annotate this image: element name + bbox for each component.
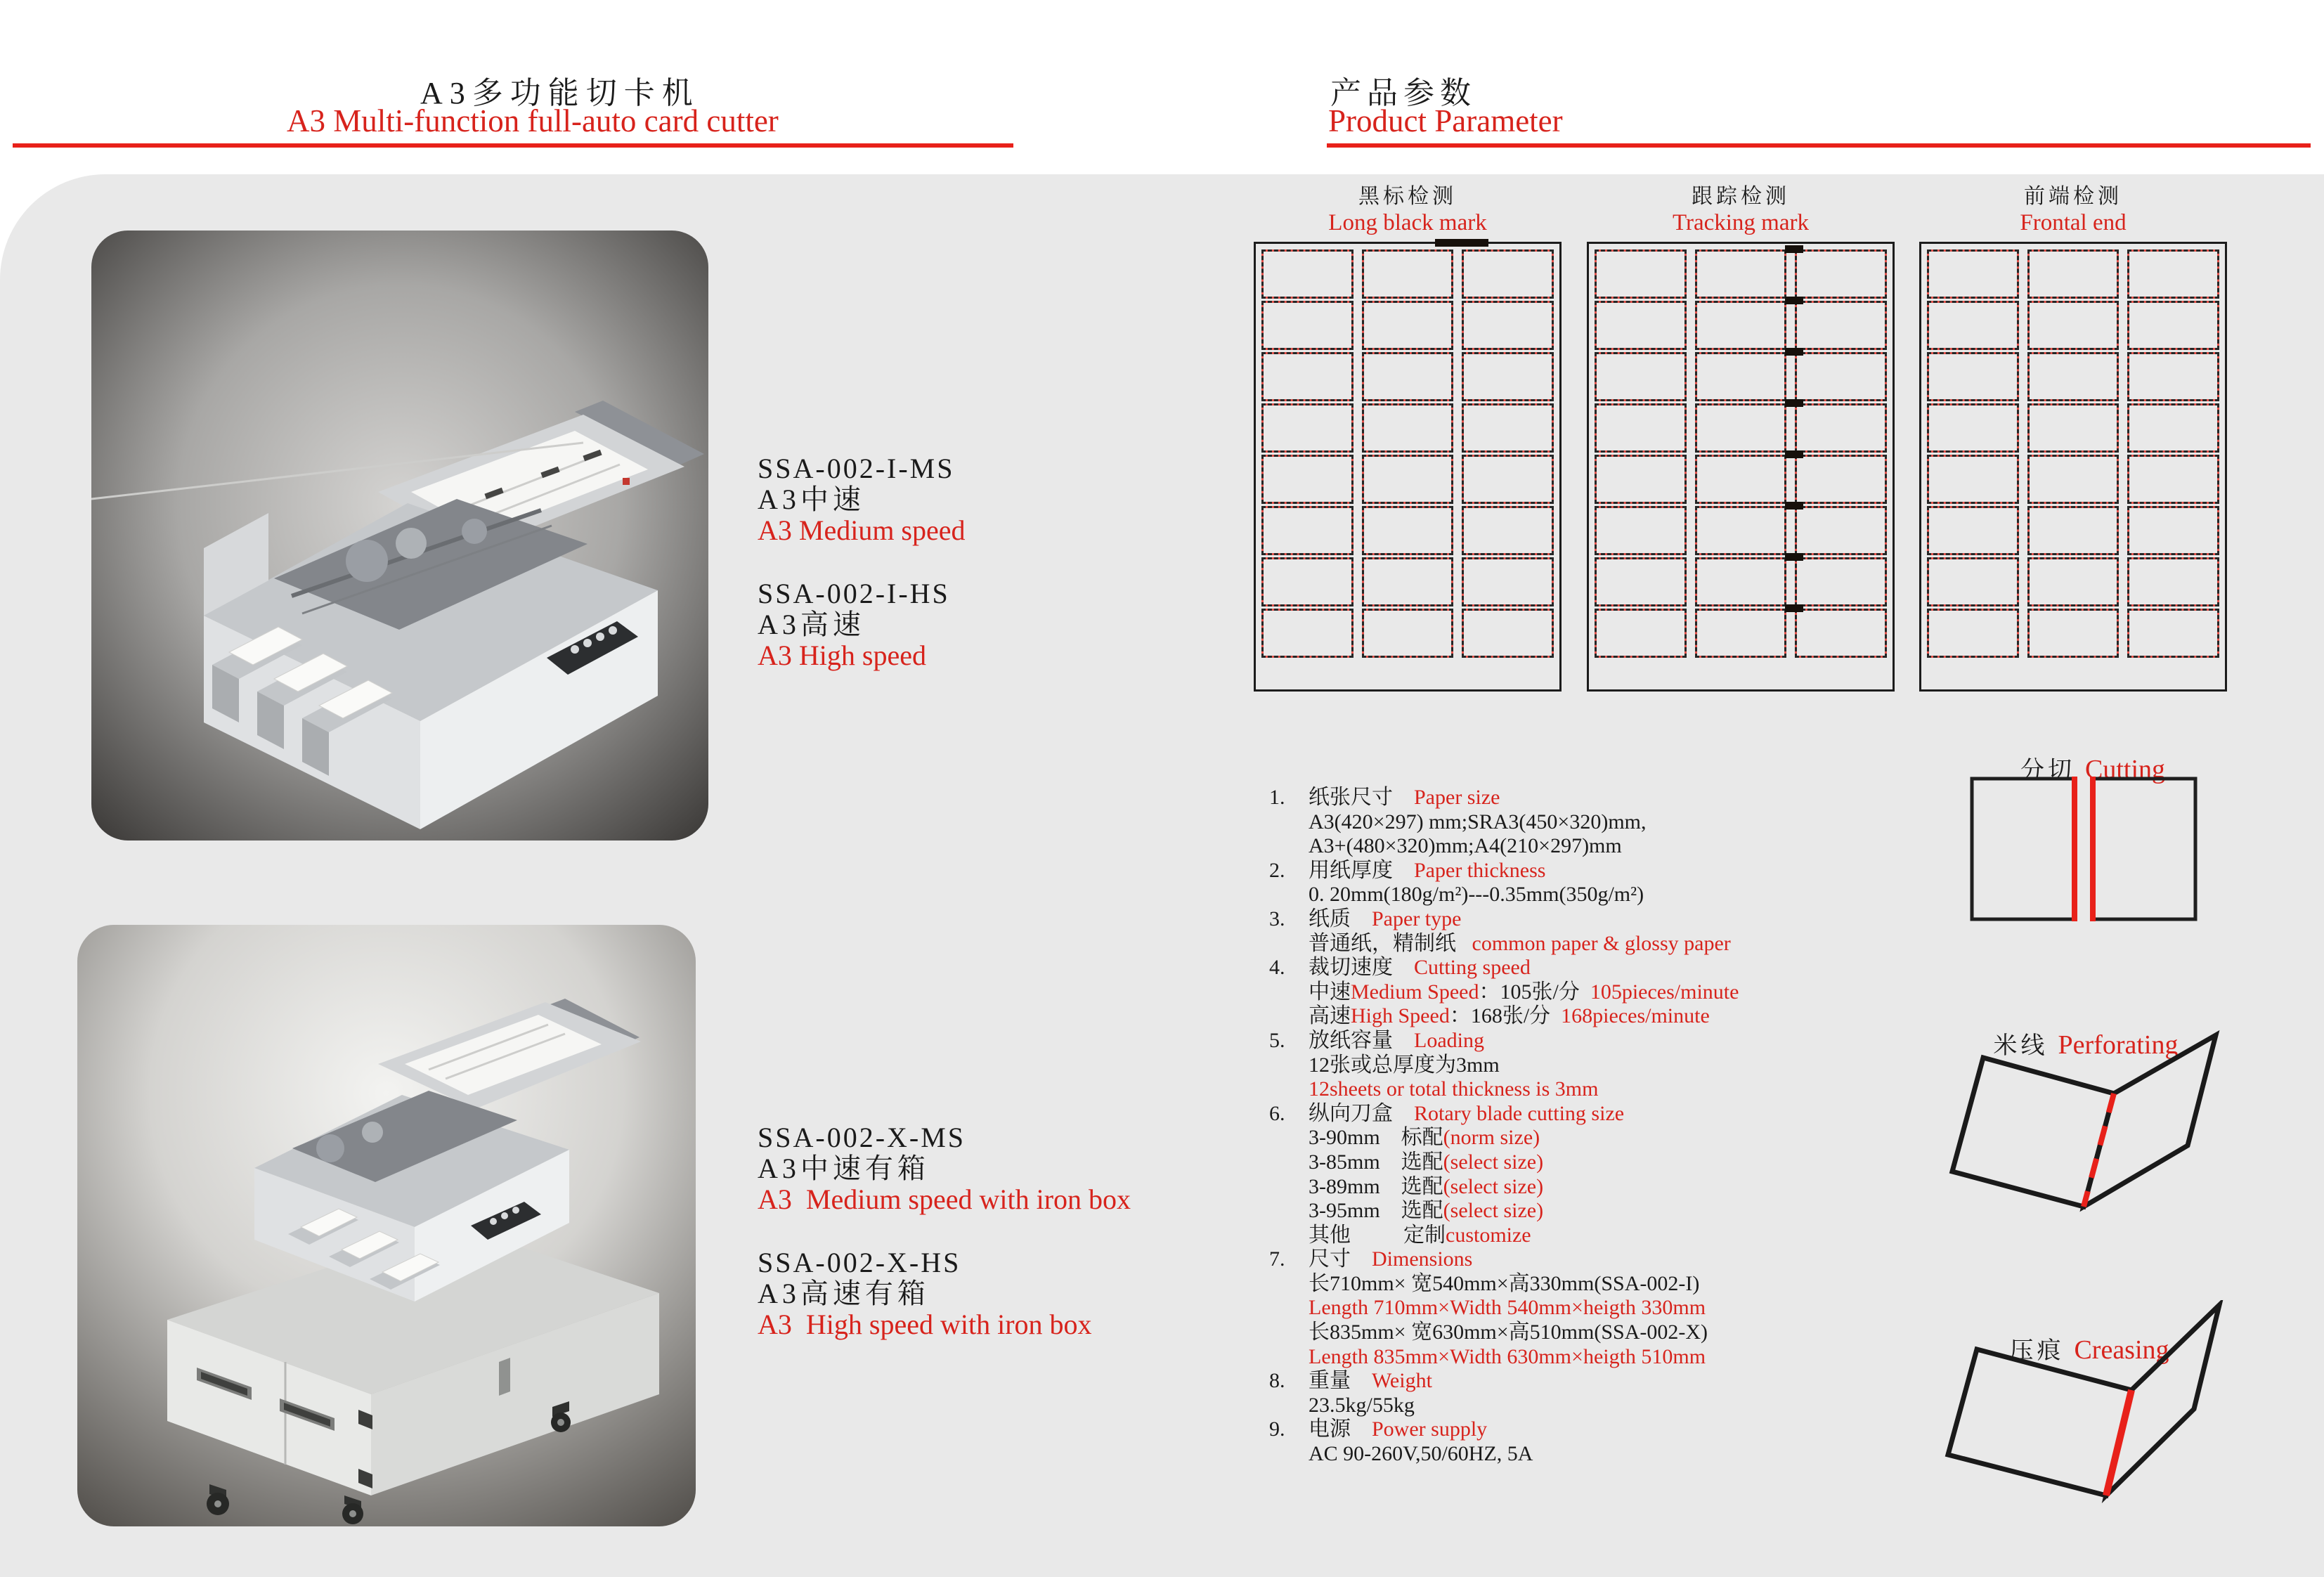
spec-value-line bbox=[1309, 810, 1829, 835]
spec-value-line bbox=[1309, 932, 1829, 956]
model-code: SSA-002-I-HS bbox=[758, 578, 950, 609]
card-dash-outline bbox=[1261, 455, 1353, 504]
card-dash-outline bbox=[1695, 403, 1787, 453]
spec-value-segment: 0. 20mm(180g/m²)---0.35mm(350g/m²) bbox=[1309, 883, 1644, 907]
card-cell bbox=[2127, 403, 2219, 453]
left-title-en: A3 Multi-function full-auto card cutter bbox=[287, 103, 779, 138]
card-dash-outline bbox=[2027, 455, 2119, 504]
card-cell bbox=[1695, 403, 1787, 453]
card-cell bbox=[2027, 301, 2119, 350]
card-dash-outline bbox=[1795, 455, 1887, 504]
card-dash-outline bbox=[2127, 506, 2219, 555]
perforating-label-zh: 米线 bbox=[1993, 1033, 2049, 1059]
card-dash-outline bbox=[1462, 609, 1554, 658]
card-dash-outline bbox=[1362, 557, 1454, 606]
card-dash-outline bbox=[2127, 403, 2219, 453]
spec-title-zh: 纸质 bbox=[1309, 907, 1351, 930]
card-dash-outline bbox=[1927, 249, 2019, 299]
spec-item-header bbox=[1269, 907, 1829, 932]
model-name-en: A3 High speed with iron box bbox=[758, 1309, 1092, 1340]
card-cell bbox=[1362, 506, 1454, 555]
card-cell bbox=[1927, 403, 2019, 453]
spec-title-zh: 尺寸 bbox=[1309, 1247, 1351, 1271]
card-dash-outline bbox=[1595, 403, 1687, 453]
model-list-standalone bbox=[758, 453, 966, 671]
card-dash-outline bbox=[1462, 506, 1554, 555]
spec-item-number: 4. bbox=[1269, 956, 1285, 980]
spec-item-number: 9. bbox=[1269, 1417, 1285, 1441]
card-dash-outline bbox=[1362, 455, 1454, 504]
sheet-label-zh: 跟踪检测 bbox=[1692, 185, 1790, 208]
card-cell bbox=[1462, 403, 1554, 453]
card-cell bbox=[1927, 352, 2019, 401]
card-cell bbox=[1261, 249, 1353, 299]
card-dash-outline bbox=[1595, 609, 1687, 658]
card-cell bbox=[1261, 609, 1353, 658]
spec-item-number: 2. bbox=[1269, 858, 1285, 882]
card-dash-outline bbox=[1795, 301, 1887, 350]
spec-value-segment: 168pieces/minute bbox=[1561, 1004, 1710, 1028]
spec-value-line bbox=[1309, 1442, 1829, 1467]
card-cell bbox=[1595, 403, 1687, 453]
spec-item-header bbox=[1269, 1247, 1829, 1272]
card-cell bbox=[1462, 506, 1554, 555]
card-dash-outline bbox=[1695, 557, 1787, 606]
card-dash-outline bbox=[1595, 557, 1687, 606]
spec-value-segment: ：105张/分 bbox=[1479, 980, 1590, 1004]
card-dash-outline bbox=[2127, 557, 2219, 606]
card-cell bbox=[1695, 301, 1787, 350]
card-dash-outline bbox=[1927, 506, 2019, 555]
card-dash-outline bbox=[2027, 301, 2119, 350]
spec-item-header bbox=[1269, 1417, 1829, 1442]
spec-value-line bbox=[1309, 834, 1829, 859]
card-cell bbox=[2127, 301, 2219, 350]
card-cell bbox=[1261, 557, 1353, 606]
card-dash-outline bbox=[1462, 249, 1554, 299]
card-dash-outline bbox=[1795, 403, 1887, 453]
spec-value-segment: 中速 bbox=[1309, 980, 1351, 1004]
card-cell bbox=[2127, 506, 2219, 555]
card-dash-outline bbox=[1462, 455, 1554, 504]
card-cell bbox=[1927, 506, 2019, 555]
tracking-mark bbox=[1785, 502, 1803, 510]
spec-value-segment: 3-89mm 选配 bbox=[1309, 1174, 1443, 1198]
card-cell bbox=[1595, 455, 1687, 504]
card-dash-outline bbox=[1927, 403, 2019, 453]
card-dash-outline bbox=[1362, 609, 1454, 658]
card-cell bbox=[1795, 455, 1887, 504]
spec-title-en: Loading bbox=[1414, 1028, 1484, 1052]
spec-item-number: 5. bbox=[1269, 1028, 1285, 1052]
card-cell bbox=[1695, 609, 1787, 658]
card-cell bbox=[1362, 609, 1454, 658]
card-cell bbox=[1362, 403, 1454, 453]
right-title-zh: 产品参数 bbox=[1330, 76, 1476, 110]
spec-list bbox=[1269, 786, 1829, 1467]
card-cell bbox=[1595, 249, 1687, 299]
spec-value-segment: (select size) bbox=[1443, 1150, 1544, 1174]
card-cell bbox=[1795, 609, 1887, 658]
spec-value-line bbox=[1309, 883, 1829, 907]
card-cell bbox=[1795, 352, 1887, 401]
card-dash-outline bbox=[1595, 506, 1687, 555]
card-dash-outline bbox=[2027, 403, 2119, 453]
spec-item-number: 3. bbox=[1269, 907, 1285, 930]
card-cell bbox=[1462, 609, 1554, 658]
spec-value-line bbox=[1309, 1053, 1829, 1078]
model-name-en: A3 Medium speed with iron box bbox=[758, 1183, 1131, 1215]
card-cell bbox=[1927, 301, 2019, 350]
card-dash-outline bbox=[1927, 609, 2019, 658]
card-cell bbox=[1362, 301, 1454, 350]
card-cell bbox=[1362, 352, 1454, 401]
card-dash-outline bbox=[1261, 506, 1353, 555]
model-list-iron-box bbox=[758, 1122, 1131, 1340]
card-dash-outline bbox=[2127, 301, 2219, 350]
creasing-diagram bbox=[1929, 1300, 2238, 1511]
card-cell bbox=[1795, 557, 1887, 606]
card-cell bbox=[2027, 609, 2119, 658]
card-dash-outline bbox=[1695, 455, 1787, 504]
card-cell bbox=[2127, 609, 2219, 658]
sheet-label bbox=[1254, 184, 1562, 236]
card-dash-outline bbox=[1261, 403, 1353, 453]
model-entry bbox=[758, 578, 966, 671]
card-cell bbox=[1927, 455, 2019, 504]
model-code: SSA-002-I-MS bbox=[758, 453, 955, 484]
spec-value-segment: 普通纸，精制纸 bbox=[1309, 931, 1472, 955]
spec-title-en: Paper size bbox=[1414, 786, 1500, 809]
card-cell bbox=[1261, 403, 1353, 453]
tracking-mark bbox=[1785, 604, 1803, 612]
tracking-mark bbox=[1785, 399, 1803, 407]
card-cell bbox=[2027, 557, 2119, 606]
spec-title-en: Rotary blade cutting size bbox=[1414, 1101, 1625, 1125]
card-dash-outline bbox=[1362, 506, 1454, 555]
spec-title-zh: 放纸容量 bbox=[1309, 1028, 1393, 1052]
card-cell bbox=[2027, 352, 2119, 401]
tracking-mark bbox=[1785, 297, 1803, 304]
spec-value-segment: 12sheets or total thickness is 3mm bbox=[1309, 1077, 1599, 1101]
spec-value-line bbox=[1309, 1175, 1829, 1200]
card-dash-outline bbox=[1362, 301, 1454, 350]
card-dash-outline bbox=[1462, 301, 1554, 350]
spec-value-line bbox=[1309, 1150, 1829, 1175]
sheet-label-zh: 前端检测 bbox=[2024, 185, 2122, 208]
card-dash-outline bbox=[2027, 352, 2119, 401]
card-cell bbox=[1462, 301, 1554, 350]
model-name-zh: A3中速 bbox=[758, 484, 865, 515]
card-cell bbox=[1595, 557, 1687, 606]
card-dash-outline bbox=[2027, 609, 2119, 658]
card-dash-outline bbox=[1695, 301, 1787, 350]
card-dash-outline bbox=[1795, 506, 1887, 555]
spec-item-header bbox=[1269, 1369, 1829, 1394]
card-sheet-diagram bbox=[1254, 242, 1562, 692]
card-dash-outline bbox=[1462, 557, 1554, 606]
spec-item-header bbox=[1269, 786, 1829, 810]
spec-title-zh: 重量 bbox=[1309, 1369, 1351, 1393]
card-dash-outline bbox=[1695, 352, 1787, 401]
spec-item-number: 1. bbox=[1269, 786, 1285, 809]
spec-title-en: Paper thickness bbox=[1414, 858, 1546, 882]
spec-title-zh: 裁切速度 bbox=[1309, 956, 1393, 980]
card-cell bbox=[1462, 249, 1554, 299]
spec-title-zh: 纵向刀盒 bbox=[1309, 1101, 1393, 1125]
spec-title-en: Weight bbox=[1372, 1369, 1432, 1393]
spec-value-segment: 3-90mm 标配 bbox=[1309, 1126, 1443, 1150]
card-cell bbox=[1362, 557, 1454, 606]
card-dash-outline bbox=[2127, 609, 2219, 658]
card-cell bbox=[1261, 455, 1353, 504]
cutting-label-en: Cutting bbox=[2084, 755, 2166, 784]
card-dash-outline bbox=[1927, 455, 2019, 504]
card-dash-outline bbox=[1795, 557, 1887, 606]
card-cell bbox=[1795, 249, 1887, 299]
card-cell bbox=[1795, 403, 1887, 453]
card-dash-outline bbox=[1795, 609, 1887, 658]
model-name-zh: A3高速有箱 bbox=[758, 1278, 930, 1309]
card-dash-outline bbox=[1462, 403, 1554, 453]
sheet-label bbox=[1919, 184, 2227, 236]
card-cell bbox=[1595, 506, 1687, 555]
card-dash-outline bbox=[1695, 609, 1787, 658]
spec-value-segment: A3(420×297) mm;SRA3(450×320)mm, bbox=[1309, 810, 1647, 833]
spec-item-header bbox=[1269, 1101, 1829, 1127]
card-dash-outline bbox=[1261, 301, 1353, 350]
card-cell bbox=[1261, 301, 1353, 350]
spec-item-number: 8. bbox=[1269, 1369, 1285, 1393]
card-cell bbox=[1595, 609, 1687, 658]
tracking-mark bbox=[1785, 348, 1803, 356]
spec-value-line bbox=[1309, 1296, 1829, 1320]
card-dash-outline bbox=[1261, 609, 1353, 658]
card-dash-outline bbox=[2127, 352, 2219, 401]
card-dash-outline bbox=[2027, 557, 2119, 606]
spec-title-zh: 用纸厚度 bbox=[1309, 858, 1393, 882]
card-dash-outline bbox=[1695, 506, 1787, 555]
card-cell bbox=[1261, 352, 1353, 401]
card-cell bbox=[2127, 249, 2219, 299]
spec-title-en: Cutting speed bbox=[1414, 956, 1531, 980]
spec-value-segment: Length 835mm×Width 630mm×heigth 510mm bbox=[1309, 1344, 1706, 1368]
card-cell bbox=[1695, 506, 1787, 555]
spec-item-number: 7. bbox=[1269, 1247, 1285, 1271]
card-cell bbox=[1362, 249, 1454, 299]
card-cell bbox=[1462, 352, 1554, 401]
spec-value-segment: (select size) bbox=[1443, 1199, 1544, 1223]
card-cell bbox=[1927, 609, 2019, 658]
model-name-en: A3 High speed bbox=[758, 640, 926, 671]
tracking-mark bbox=[1785, 450, 1803, 458]
spec-value-segment: 长710mm× 宽540mm×高330mm(SSA-002-I) bbox=[1309, 1271, 1700, 1295]
spec-value-segment: 23.5kg/55kg bbox=[1309, 1393, 1415, 1417]
spec-value-line bbox=[1309, 1077, 1829, 1102]
spec-title-zh: 纸张尺寸 bbox=[1309, 786, 1393, 809]
spec-value-line bbox=[1309, 1004, 1829, 1029]
card-dash-outline bbox=[1695, 249, 1787, 299]
spec-item-header bbox=[1269, 956, 1829, 980]
spec-value-segment: (select size) bbox=[1443, 1174, 1544, 1198]
card-cell bbox=[1261, 506, 1353, 555]
spec-value-line bbox=[1309, 1224, 1829, 1248]
sheet-label-en: Frontal end bbox=[2020, 210, 2127, 235]
spec-value-segment: (norm size) bbox=[1443, 1126, 1540, 1150]
spec-value-segment: AC 90-260V,50/60HZ, 5A bbox=[1309, 1442, 1533, 1466]
card-cell bbox=[2027, 506, 2119, 555]
spec-value-segment: common paper & glossy paper bbox=[1472, 931, 1731, 955]
card-dash-outline bbox=[2027, 249, 2119, 299]
card-dash-outline bbox=[1462, 352, 1554, 401]
spec-value-segment: ：168张/分 bbox=[1449, 1004, 1562, 1028]
spec-value-segment: 12张或总厚度为3mm bbox=[1309, 1053, 1500, 1077]
card-dash-outline bbox=[1927, 557, 2019, 606]
left-title-zh: A3多功能切卡机 bbox=[420, 76, 700, 110]
perforating-diagram bbox=[1926, 1023, 2235, 1233]
card-cell bbox=[1695, 352, 1787, 401]
card-dash-outline bbox=[1261, 557, 1353, 606]
product-photo-card-cutter-iron-box bbox=[77, 925, 696, 1526]
spec-value-segment: 3-95mm 选配 bbox=[1309, 1199, 1443, 1223]
card-sheet-diagram bbox=[1919, 242, 2227, 692]
model-name-en: A3 Medium speed bbox=[758, 514, 966, 546]
left-title-rule bbox=[13, 143, 1013, 148]
creasing-label-en: Creasing bbox=[2074, 1335, 2169, 1365]
sheet-label bbox=[1587, 184, 1895, 236]
spec-title-en: Dimensions bbox=[1372, 1247, 1473, 1271]
card-dash-outline bbox=[1927, 352, 2019, 401]
spec-value-segment: 3-85mm 选配 bbox=[1309, 1150, 1443, 1174]
card-cell bbox=[2127, 557, 2219, 606]
spec-value-line bbox=[1309, 1394, 1829, 1418]
spec-value-segment: 长835mm× 宽630mm×高510mm(SSA-002-X) bbox=[1309, 1320, 1708, 1344]
card-cell bbox=[1695, 455, 1787, 504]
card-dash-outline bbox=[2027, 506, 2119, 555]
long-black-mark bbox=[1435, 239, 1488, 247]
card-cell bbox=[1595, 352, 1687, 401]
right-title-rule bbox=[1327, 143, 2311, 148]
spec-value-line bbox=[1309, 1272, 1829, 1297]
spec-value-line bbox=[1309, 1199, 1829, 1224]
tracking-mark bbox=[1785, 553, 1803, 561]
card-dash-outline bbox=[1362, 249, 1454, 299]
card-cell bbox=[1362, 455, 1454, 504]
card-dash-outline bbox=[1362, 403, 1454, 453]
card-dash-outline bbox=[1261, 352, 1353, 401]
card-dash-outline bbox=[1595, 455, 1687, 504]
spec-item-header bbox=[1269, 858, 1829, 883]
spec-value-segment: Medium Speed bbox=[1351, 980, 1479, 1004]
model-name-zh: A3高速 bbox=[758, 609, 865, 640]
spec-value-segment: High Speed bbox=[1351, 1004, 1450, 1028]
card-cell bbox=[1795, 301, 1887, 350]
card-dash-outline bbox=[2127, 249, 2219, 299]
card-dash-outline bbox=[1595, 352, 1687, 401]
cutting-diagram bbox=[1968, 772, 2200, 933]
spec-value-segment: customize bbox=[1446, 1223, 1531, 1247]
spec-value-line bbox=[1309, 1126, 1829, 1150]
card-sheet-diagram bbox=[1587, 242, 1895, 692]
sheet-label-zh: 黑标检测 bbox=[1358, 185, 1457, 208]
model-entry bbox=[758, 1247, 1131, 1340]
spec-value-line bbox=[1309, 980, 1829, 1005]
sheet-label-en: Long black mark bbox=[1328, 210, 1487, 235]
model-code: SSA-002-X-HS bbox=[758, 1247, 961, 1278]
spec-item-header bbox=[1269, 1028, 1829, 1053]
model-code: SSA-002-X-MS bbox=[758, 1122, 966, 1153]
card-cell bbox=[1462, 557, 1554, 606]
spec-value-segment: 105pieces/minute bbox=[1590, 980, 1739, 1004]
spec-item-number: 6. bbox=[1269, 1101, 1285, 1125]
spec-value-segment: 其他 定制 bbox=[1309, 1223, 1446, 1247]
card-dash-outline bbox=[2127, 455, 2219, 504]
perforating-label-en: Perforating bbox=[2058, 1030, 2179, 1060]
cutting-label-zh: 分切 bbox=[2020, 758, 2075, 784]
spec-title-en: Power supply bbox=[1372, 1417, 1488, 1441]
card-cell bbox=[1695, 249, 1787, 299]
card-dash-outline bbox=[1795, 352, 1887, 401]
right-title-en: Product Parameter bbox=[1328, 103, 1563, 138]
spec-value-segment: A3+(480×320)mm;A4(210×297)mm bbox=[1309, 834, 1622, 858]
spec-title-en: Paper type bbox=[1372, 907, 1462, 930]
card-cell bbox=[2027, 455, 2119, 504]
card-dash-outline bbox=[1362, 352, 1454, 401]
card-dash-outline bbox=[1927, 301, 2019, 350]
model-entry bbox=[758, 453, 966, 546]
card-cell bbox=[2027, 249, 2119, 299]
creasing-label-zh: 压痕 bbox=[2009, 1338, 2065, 1364]
card-dash-outline bbox=[1795, 249, 1887, 299]
card-cell bbox=[2127, 455, 2219, 504]
card-cell bbox=[1595, 301, 1687, 350]
spec-title-zh: 电源 bbox=[1309, 1417, 1351, 1441]
card-cell bbox=[2027, 403, 2119, 453]
card-cell bbox=[1927, 249, 2019, 299]
spec-value-segment: Length 710mm×Width 540mm×heigth 330mm bbox=[1309, 1296, 1706, 1320]
model-name-zh: A3中速有箱 bbox=[758, 1153, 930, 1184]
card-dash-outline bbox=[1261, 249, 1353, 299]
card-cell bbox=[1462, 455, 1554, 504]
spec-value-line bbox=[1309, 1345, 1829, 1370]
product-photo-card-cutter bbox=[91, 231, 708, 841]
spec-value-segment: 高速 bbox=[1309, 1004, 1351, 1028]
card-cell bbox=[1927, 557, 2019, 606]
model-entry bbox=[758, 1122, 1131, 1215]
sheet-label-en: Tracking mark bbox=[1672, 210, 1809, 235]
card-dash-outline bbox=[1595, 249, 1687, 299]
card-cell bbox=[1695, 557, 1787, 606]
card-cell bbox=[2127, 352, 2219, 401]
card-dash-outline bbox=[1595, 301, 1687, 350]
tracking-mark bbox=[1785, 245, 1803, 253]
card-cell bbox=[1795, 506, 1887, 555]
spec-value-line bbox=[1309, 1320, 1829, 1345]
